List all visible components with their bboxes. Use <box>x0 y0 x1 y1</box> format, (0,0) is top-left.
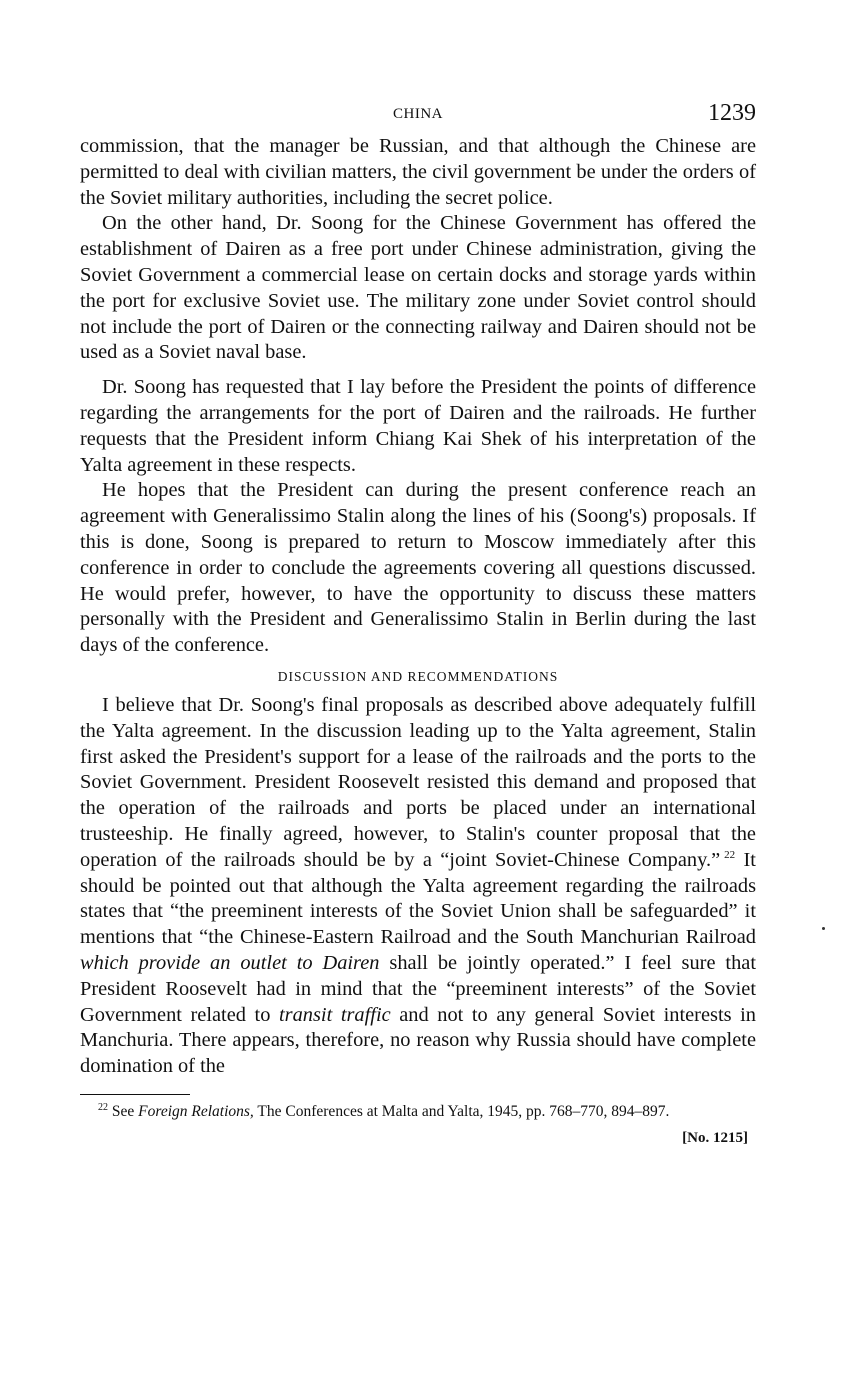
p5-text-1: I believe that Dr. Soong's final proposals as described above adequately fulfill the Yalta agreement. In the discussion leading up to the Yalta agreement, Stalin first asked the President's support for a lease of the railroads and the ports to the Soviet Government. President Roosevelt resisted this demand and proposed that the operation of the railroads and ports be placed under an international trusteeship. He finally agreed, however, to Stalin's counter proposal that the operation of the railroads should be by a “joint Soviet-Chinese Company.” <box>80 693 756 871</box>
paragraph-1: commission, that the manager be Russian, and that although the Chinese are permitted to deal with civilian matters, the civil government be under the orders of the Soviet military authorities, including the secret police. <box>80 135 756 209</box>
page-number: 1239 <box>708 100 756 126</box>
margin-speck <box>822 927 825 930</box>
page <box>80 100 756 1147</box>
p5-text-3: shall be jointly operated.” I feel sure that President Roosevelt had in mind that the “preeminent interests” of the Soviet Government related to <box>80 951 756 1026</box>
paragraph-4: He hopes that the President can during the present conference reach an agreement with Generalissimo Stalin along the lines of his (Soong's) proposals. If this is done, Soong is prepared to return to Moscow immediately after this conference in order to conclude the agreements covering all questions discussed. He would prefer, however, to have the opportunity to discuss these matters personally with the President and Generalissimo Stalin in Berlin during the last days of the conference. <box>80 479 756 657</box>
document-number: [No. 1215] <box>682 1129 748 1146</box>
paragraph-5 <box>80 693 756 1080</box>
section-heading: DISCUSSION AND RECOMMENDATIONS <box>277 668 559 684</box>
footnote-reference: 22 <box>724 848 736 861</box>
paragraph-3: Dr. Soong has requested that I lay before the President the points of difference regarding the arrangements for the port of Dairen and the railroads. He further requests that the President inform Chiang Kai Shek of his interpretation of the Yalta agreement in these respects. <box>80 376 756 476</box>
paragraph-2: On the other hand, Dr. Soong for the Chinese Government has offered the establishment of Dairen as a free port under Chinese administration, giving the Soviet Government a commercial lease on certain docks and storage yards within the port for exclusive Soviet use. The military zone under Soviet control should not include the port of Dairen or the connecting railway and Dairen should not be used as a Soviet naval base. <box>80 212 756 364</box>
footnote-text: The Conferences at Malta and Yalta, 1945, pp. 768–770, 894–897. <box>257 1102 670 1120</box>
footnote-rule <box>80 1094 190 1095</box>
running-head <box>80 100 756 134</box>
p5-italic-2: transit traffic <box>278 1003 391 1026</box>
running-title: CHINA <box>393 106 443 122</box>
p5-text-2: It should be pointed out that although the Yalta agreement regarding the railroads states that “the preeminent interests of the Soviet Union shall be safeguarded” it mentions that “the Chinese-Eastern Railroad and the South Manchurian Railroad <box>80 848 756 949</box>
footnote-mark: 22 <box>98 1101 108 1113</box>
p5-italic-1: which provide an outlet to Dairen <box>80 951 380 974</box>
footnote-see: See <box>111 1102 135 1120</box>
footnote-source: Foreign Relations, <box>138 1102 254 1120</box>
footnote <box>80 1103 756 1120</box>
p5-text-4: and not to any general Soviet interests in Manchuria. There appears, therefore, no reason why Russia should have complete domination of the <box>80 1003 756 1078</box>
